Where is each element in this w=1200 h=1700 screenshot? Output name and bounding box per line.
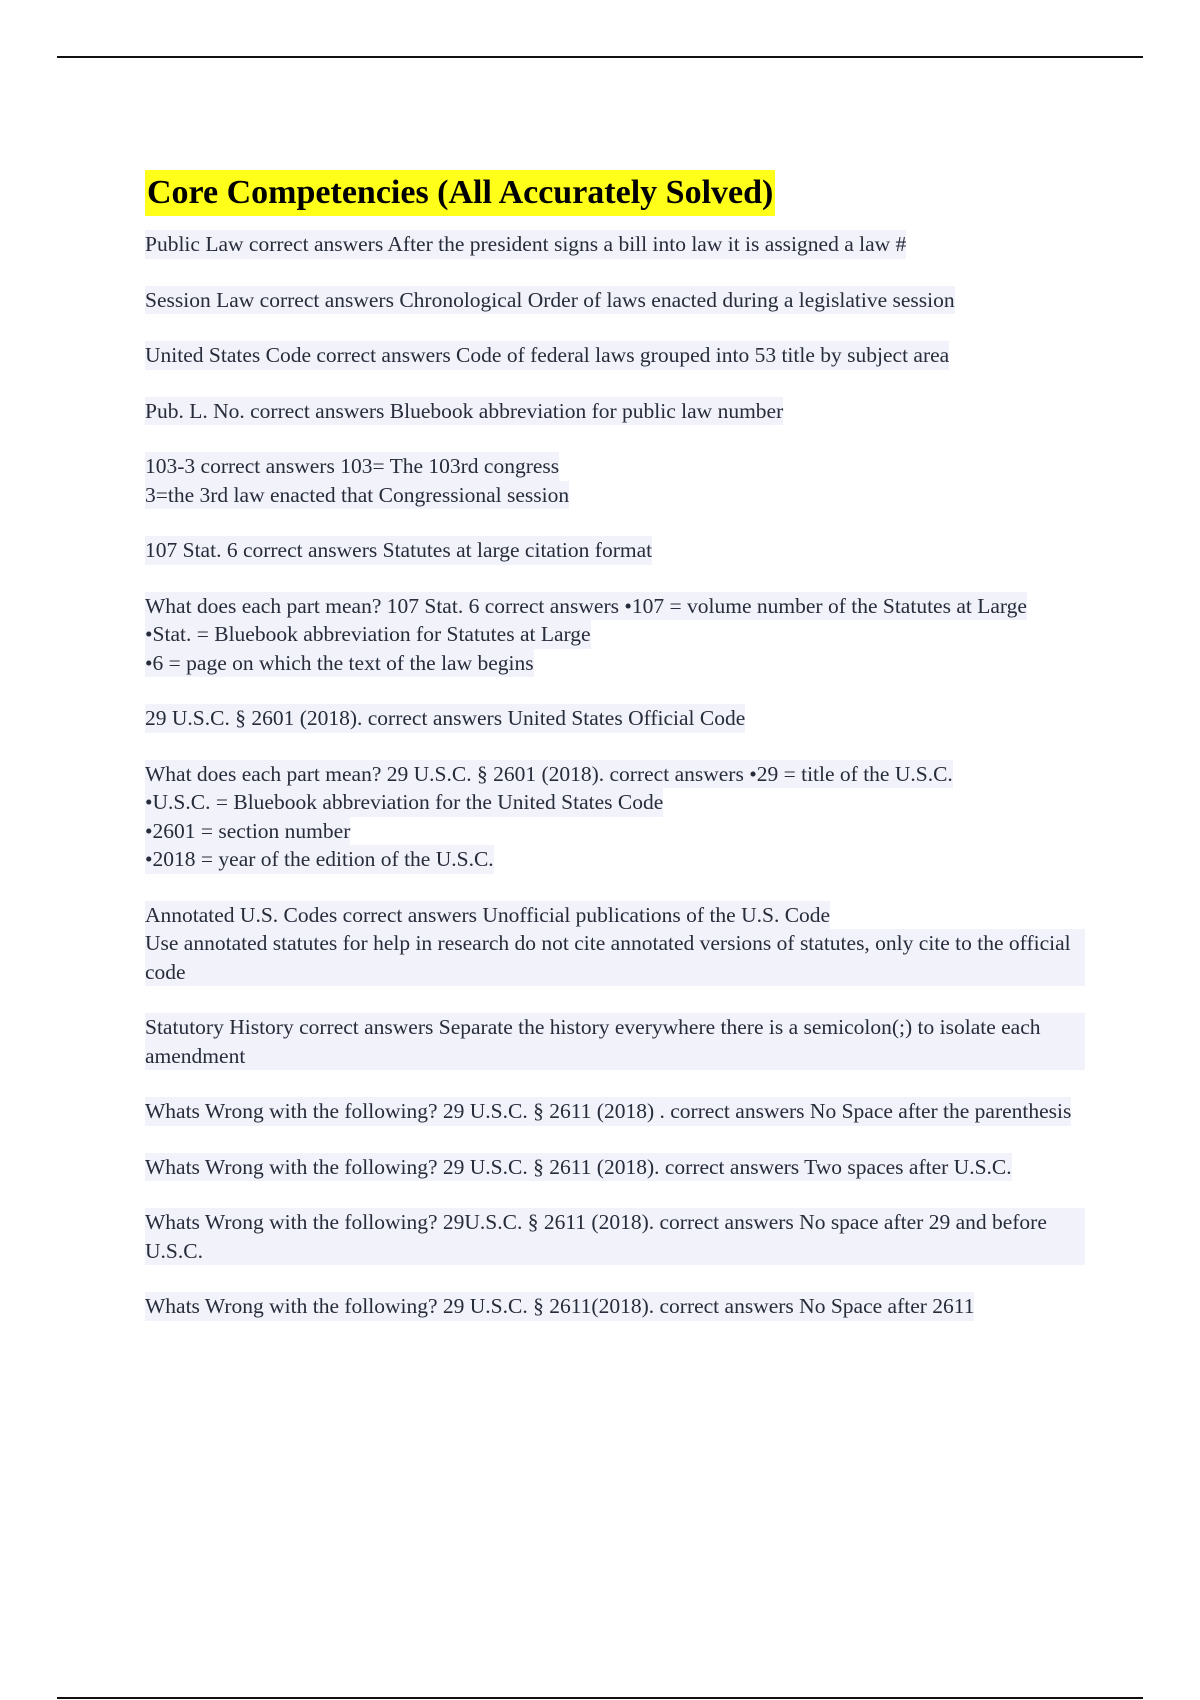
qa-entry <box>145 760 1085 874</box>
qa-entry-line: •U.S.C. = Bluebook abbreviation for the United States Code <box>145 788 663 817</box>
qa-entry-line: Pub. L. No. correct answers Bluebook abbreviation for public law number <box>145 397 783 426</box>
qa-entry <box>145 901 1085 987</box>
qa-entry <box>145 1208 1085 1265</box>
qa-entry-line: Whats Wrong with the following? 29 U.S.C. § 2611 (2018). correct answers Two spaces after U.S.C. <box>145 1153 1012 1182</box>
qa-entry <box>145 452 1085 509</box>
qa-entry <box>145 1097 1085 1126</box>
qa-entry-line: •2601 = section number <box>145 817 350 846</box>
qa-entry-line: Whats Wrong with the following? 29 U.S.C. § 2611 (2018) . correct answers No Space after the parenthesis <box>145 1097 1071 1126</box>
qa-entry <box>145 1153 1085 1182</box>
qa-entry-line: Whats Wrong with the following? 29U.S.C. § 2611 (2018). correct answers No space after 29 and before U.S.C. <box>145 1208 1085 1265</box>
document-body <box>145 170 1085 1348</box>
qa-entry-line: Use annotated statutes for help in research do not cite annotated versions of statutes, only cite to the official code <box>145 929 1085 986</box>
qa-entry-line: Whats Wrong with the following? 29 U.S.C. § 2611(2018). correct answers No Space after 2611 <box>145 1292 974 1321</box>
qa-entry-line: Session Law correct answers Chronological Order of laws enacted during a legislative session <box>145 286 955 315</box>
qa-entry-line: Annotated U.S. Codes correct answers Unofficial publications of the U.S. Code <box>145 901 830 930</box>
qa-entry <box>145 286 1085 315</box>
qa-list <box>145 230 1085 1321</box>
qa-entry <box>145 1013 1085 1070</box>
bottom-divider <box>57 1697 1143 1699</box>
qa-entry <box>145 536 1085 565</box>
qa-entry-line: •2018 = year of the edition of the U.S.C. <box>145 845 494 874</box>
qa-entry-line: 107 Stat. 6 correct answers Statutes at large citation format <box>145 536 652 565</box>
qa-entry <box>145 397 1085 426</box>
qa-entry-line: Statutory History correct answers Separate the history everywhere there is a semicolon(;) to isolate each amendment <box>145 1013 1085 1070</box>
qa-entry-line: 3=the 3rd law enacted that Congressional session <box>145 481 569 510</box>
qa-entry <box>145 230 1085 259</box>
qa-entry-line: Public Law correct answers After the president signs a bill into law it is assigned a law # <box>145 230 906 259</box>
qa-entry-line: What does each part mean? 29 U.S.C. § 2601 (2018). correct answers •29 = title of the U.S.C. <box>145 760 953 789</box>
qa-entry <box>145 592 1085 678</box>
qa-entry-line: 29 U.S.C. § 2601 (2018). correct answers United States Official Code <box>145 704 745 733</box>
qa-entry-line: What does each part mean? 107 Stat. 6 correct answers •107 = volume number of the Statutes at Large <box>145 592 1027 621</box>
top-divider <box>57 56 1143 58</box>
qa-entry <box>145 341 1085 370</box>
page-title: Core Competencies (All Accurately Solved) <box>145 170 775 216</box>
qa-entry-line: •Stat. = Bluebook abbreviation for Statutes at Large <box>145 620 591 649</box>
qa-entry-line: 103-3 correct answers 103= The 103rd congress <box>145 452 559 481</box>
qa-entry <box>145 1292 1085 1321</box>
qa-entry-line: •6 = page on which the text of the law begins <box>145 649 534 678</box>
qa-entry <box>145 704 1085 733</box>
qa-entry-line: United States Code correct answers Code of federal laws grouped into 53 title by subject area <box>145 341 949 370</box>
